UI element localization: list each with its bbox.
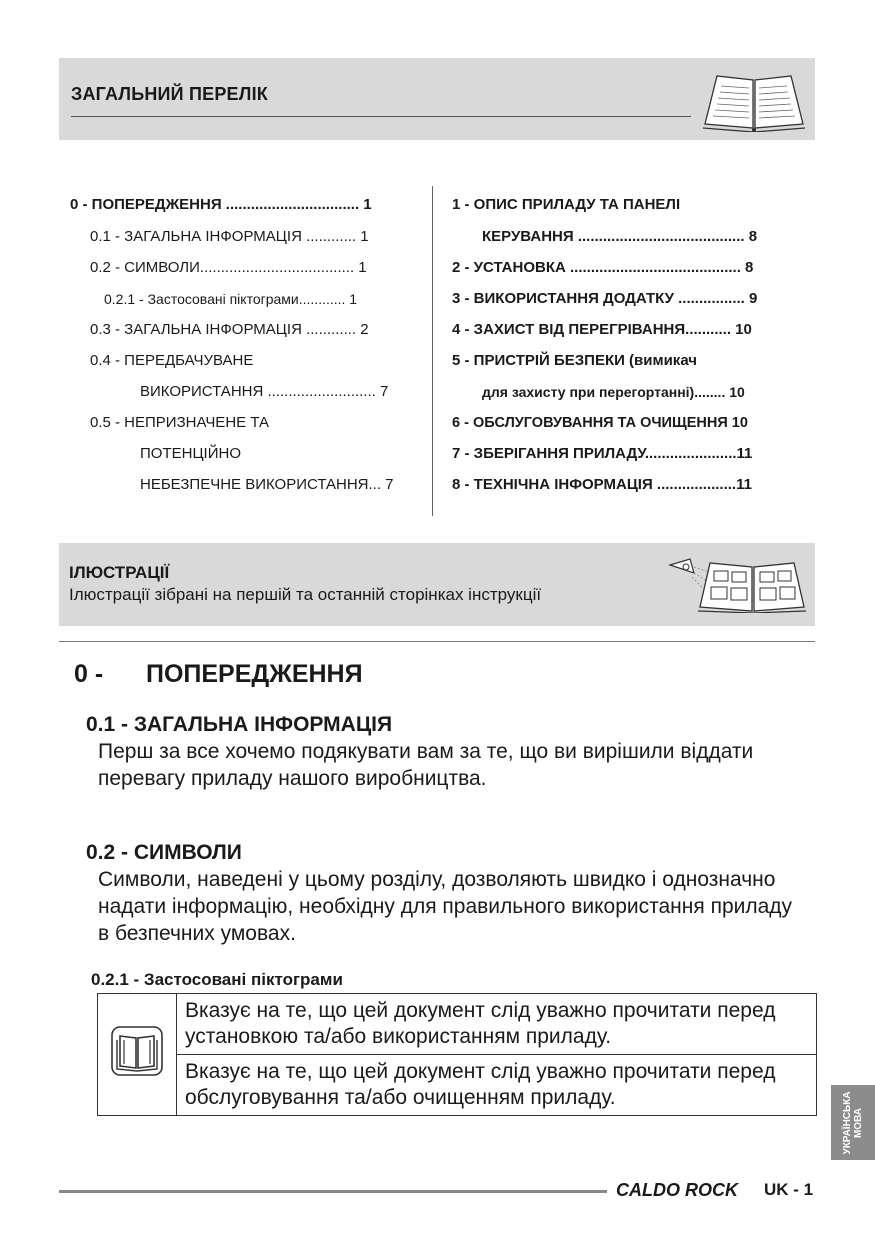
pictogram-table <box>97 993 817 1116</box>
toc-entry[interactable]: 0.5 - НЕПРИЗНАЧЕНЕ ТА <box>90 414 269 431</box>
toc-entry[interactable]: 0.3 - ЗАГАЛЬНА ІНФОРМАЦІЯ ............ 2 <box>90 321 369 338</box>
description-line: Вказує на те, що цей документ слід уважно прочитати перед <box>185 999 776 1022</box>
toc-entry[interactable]: 8 - ТЕХНІЧНА ІНФОРМАЦІЯ ...................11 <box>452 476 752 493</box>
paragraph-line: надати інформацію, необхідну для правильного використання приладу <box>98 895 793 918</box>
illustrations-banner <box>59 543 815 626</box>
subsubsection-heading: 0.2.1 - Застосовані піктограми <box>91 970 343 989</box>
section-title: ПОПЕРЕДЖЕННЯ <box>146 660 363 688</box>
description-line: установкою та/або використанням приладу. <box>185 1025 612 1048</box>
subsection-paragraph <box>98 866 814 947</box>
toc-entry-continued[interactable]: ПОТЕНЦІЙНО <box>140 445 241 462</box>
page-number: UK - 1 <box>764 1180 814 1199</box>
description-line: Вказує на те, що цей документ слід уважно прочитати перед <box>185 1060 776 1083</box>
illustrations-book-icon <box>664 555 810 613</box>
toc-entry[interactable]: 7 - ЗБЕРІГАННЯ ПРИЛАДУ......................11 <box>452 445 753 462</box>
section-divider <box>59 641 815 642</box>
toc-entry-continued[interactable]: для захисту при перегортанні)........ 10 <box>482 384 745 400</box>
toc-entry-continued[interactable]: ВИКОРИСТАННЯ .......................... 7 <box>140 383 389 400</box>
paragraph-line: в безпечних умовах. <box>98 922 296 945</box>
table-row <box>98 994 817 1055</box>
toc-entry[interactable]: 1 - ОПИС ПРИЛАДУ ТА ПАНЕЛІ <box>452 196 681 213</box>
toc-entry[interactable]: 6 - ОБСЛУГОВУВАННЯ ТА ОЧИЩЕННЯ 10 <box>452 415 748 431</box>
toc-entry[interactable]: 0.4 - ПЕРЕДБАЧУВАНЕ <box>90 352 254 369</box>
paragraph-line: Символи, наведені у цьому розділу, дозволяють швидко і однозначно <box>98 868 776 891</box>
footer-rule <box>59 1190 607 1193</box>
language-tab <box>831 1085 875 1160</box>
illustrations-title: ІЛЮСТРАЦІЇ <box>69 563 170 582</box>
toc-entry-continued[interactable]: КЕРУВАННЯ ........................................ 8 <box>482 228 758 245</box>
toc-entry[interactable]: 0 - ПОПЕРЕДЖЕННЯ ................................ 1 <box>70 196 372 213</box>
contents-title: ЗАГАЛЬНИЙ ПЕРЕЛІК <box>71 84 268 104</box>
toc-entry[interactable]: 0.2 - СИМВОЛИ..................................... 1 <box>90 259 367 276</box>
toc-divider <box>432 186 433 516</box>
toc-entry-continued[interactable]: НЕБЕЗПЕЧНЕ ВИКОРИСТАННЯ... 7 <box>140 476 394 493</box>
contents-banner <box>59 58 815 140</box>
paragraph-line: перевагу приладу нашого виробництва. <box>98 767 487 790</box>
language-tab-label <box>842 1091 864 1154</box>
pictogram-description <box>177 1055 817 1116</box>
language-tab-line: МОВА <box>853 1107 864 1139</box>
open-book-icon <box>699 66 809 132</box>
contents-underline <box>71 116 691 117</box>
section-number: 0 - <box>74 660 104 688</box>
illustrations-text: Ілюстрації зібрані на першій та останній сторінках інструкції <box>69 585 542 604</box>
toc-entry[interactable]: 0.2.1 - Застосовані піктограми............ 1 <box>104 291 358 307</box>
toc-entry[interactable]: 3 - ВИКОРИСТАННЯ ДОДАТКУ ................ 9 <box>452 290 758 307</box>
language-tab-line: УКРАЇНСЬКА <box>842 1091 853 1155</box>
toc-entry[interactable]: 4 - ЗАХИСТ ВІД ПЕРЕГРІВАННЯ........... 10 <box>452 321 752 338</box>
subsection-paragraph <box>98 738 814 792</box>
subsection-heading: 0.1 - ЗАГАЛЬНА ІНФОРМАЦІЯ <box>86 713 393 736</box>
toc-entry[interactable]: 0.1 - ЗАГАЛЬНА ІНФОРМАЦІЯ ............ 1 <box>90 228 369 245</box>
toc-entry[interactable]: 2 - УСТАНОВКА ......................................... 8 <box>452 259 754 276</box>
subsection-heading: 0.2 - СИМВОЛИ <box>86 841 242 864</box>
table-row <box>98 1055 817 1116</box>
section-heading <box>74 660 363 689</box>
description-line: обслуговування та/або очищенням приладу. <box>185 1086 616 1109</box>
paragraph-line: Перш за все хочемо подякувати вам за те, що ви вирішили віддати <box>98 740 754 763</box>
footer-brand: CALDO ROCK <box>616 1180 738 1200</box>
pictogram-description <box>177 994 817 1055</box>
pictogram-cell <box>98 994 177 1116</box>
manual-book-icon <box>111 1026 163 1076</box>
toc-entry[interactable]: 5 - ПРИСТРІЙ БЕЗПЕКИ (вимикач <box>452 352 697 369</box>
